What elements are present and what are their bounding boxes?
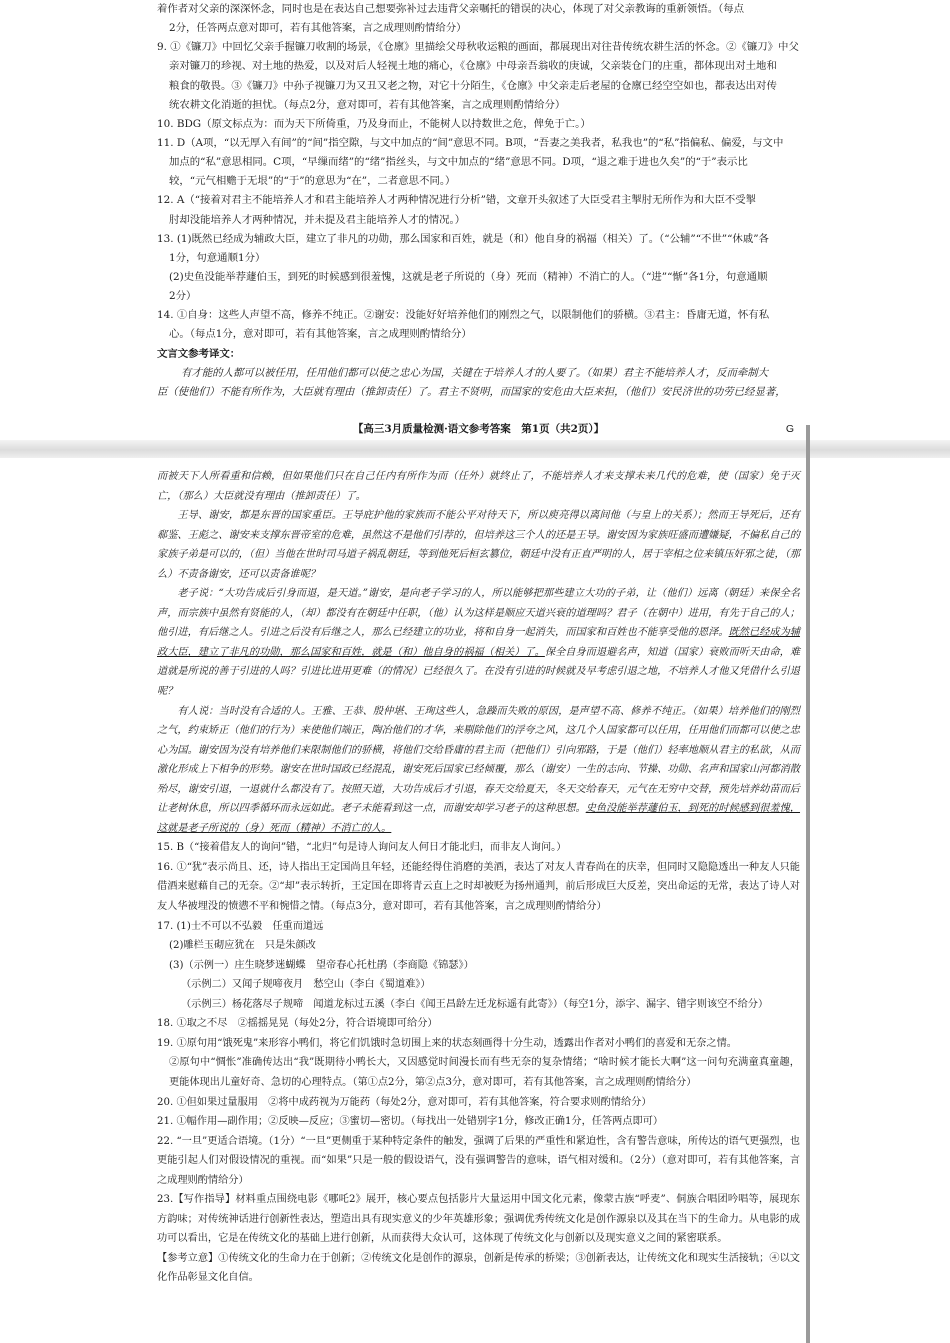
answer-12: 12. A（“接着对君主不能培养人才和君主能培养人才两种情况进行分析”错，文章开头叙述了大臣受君主掣肘无所作为和大臣不受掣 (157, 194, 757, 207)
answer-item: 18. ①取之不尽 ②摇摇晃晃（每处2分，符合语境即可给分） (157, 1018, 438, 1030)
translation-paragraph: 王导、谢安，都是东晋的国家重臣。王导庇护他的家族而不能公平对待天下，所以庾亮得以离间他（与皇上的关系）；然而王导死后，还有郗鉴、王彪之、谢安来支撑东晋帝室的危难，虽然这不是他们引荐的，但培养这三个人的还是王导。谢安因为家族旺盛而遭嫌疑，不偏私自己的家族子弟是可以的，（但）当他在世时司马道子祸乱朝廷，等到他死后桓玄篡位，朝廷中没有正直严明的人，居于宰相之位来镇压奸邪之徒，（那么）不责备谢安，还可以责备谁呢？ (157, 510, 800, 580)
text-line: 2分，任答两点意对即可，若有其他答案，言之成理则酌情给分） (169, 22, 467, 35)
text-line: 着作者对父亲的深深怀念，同时也是在表达自己想要弥补过去违背父亲嘱托的错误的决心，体现了对父亲教诲的重新领悟。（每点 (157, 3, 745, 15)
answer-item: 22. “一旦”更适合语境。（1分）“一旦”更侧重于某种特定条件的触发，强调了后果的严重性和紧迫性，含有警告意味，所传达的语气更强烈，也更能引起人们对假设情况的重视。而“如果”只是一般的假设语气，没有强调警告的意味，语气相对缓和。（2分）（意对即可，若有其他答案，言之成理则酌情给分） (157, 1135, 800, 1186)
text-line: 加点的“私”意思相同。C项，“早缫而绪”的“绪”指丝头，与文中加点的“绪”意思不同。D项，“退之难于进也久矣”的“于”表示比 (169, 156, 748, 169)
translation-text: 老子说：“大功告成后引身而退，是天道。”谢安，是向老子学习的人，所以能够把那些建立大功的子弟，让（他们）远离（朝廷）来保全名声，而宗族中虽然有贤能的人，（却）都没有在朝廷中任职，（他）认为这样是顺应天道兴衰的道理吗？君子（在朝中）进用，有先于自己的人；他引进，有后继之人。引进之后没有后继之人，那么已经建立的功业，将和自身一起消失，而国家和百姓也不能享受他的恩泽。 (157, 588, 800, 639)
answer-item: (3)（示例一）庄生晓梦迷蝴蝶 望帝春心托杜鹃（李商隐《锦瑟》） (169, 959, 474, 971)
translation-paragraph: 而被天下人所看重和信赖，但如果他们只在自己任内有所作为而（任外）就终止了，不能培养人才来支撑未来几代的危难，使（国家）免于灭亡，（那么）大臣就没有理由（推卸责任）了。 (157, 471, 800, 502)
answer-item: 19. ①原句用“饿死鬼”来形容小鸭们，将它们饥饿时急切围上来的状态刻画得十分生动，透露出作者对小鸭们的喜爱和无奈之情。 (157, 1037, 737, 1049)
answer-item: 16. ①“犹”表示尚且、还，诗人指出王定国尚且年轻，还能经得住消磨的美酒，表达了对友人青春尚在的庆幸，但同时又隐隐透出一种友人只能借酒来慰藉自己的无奈。②“却”表示转折，王定国在即将青云直上之时却被贬为扬州通判，前后形成巨大反差，突出命运的无常，表达了诗人对友人华被埋没的愤懑不平和惋惜之情。（每点3分，意对即可，若有其他答案，言之成理则酌情给分） (157, 861, 800, 913)
text-line: 较，“元气相赡于无垠”的“于”的意思为“在”，二者意思不同。） (169, 175, 456, 188)
translation-paragraph (157, 584, 800, 701)
answer-item: 20. ①但如果过量服用 ②将中成药视为万能药（每处2分，意对即可，若有其他答案，符合要求则酌情给分） (157, 1096, 652, 1108)
translation-heading: 文言文参考译文： (157, 347, 241, 360)
page-edge-shadow (806, 425, 810, 1343)
translation-line: 有才能的人都可以被任用，任用他们都可以使之忠心为国，关键在于培养人才的人要了。（如果）君主不能培养人才，反而牵制大 (181, 366, 769, 379)
answer-item: 21. ①幅作用—副作用；②反映—反应；③蜜切—密切。（每找出一处错别字1分，修改正确1分，任答两点即可） (157, 1116, 664, 1128)
page-1-content (157, 0, 800, 402)
answer-item: (2)雕栏玉砌应犹在 只是朱颜改 (169, 940, 316, 952)
answer-item: 【参考立意】①传统文化的生命力在于创新；②传统文化是创作的源泉，创新是传承的桥梁；③创新表达，让传统文化和现实生活接轨；④以文化作品彰显文化自信。 (157, 1252, 800, 1284)
answer-page-1 (135, 0, 810, 440)
text-line: 肘却没能培养人才两种情况，并未提及君主能培养人才的情况。） (169, 213, 466, 226)
translation-paragraph (157, 702, 800, 839)
page-footer (157, 419, 800, 439)
paper-code: G (785, 423, 794, 435)
text-line: (2)史鱼没能举荐蘧伯玉，到死的时候感到很羞愧，这就是老子所说的（身）死而（精神）不消亡的人。（“进”“惭”各1分，句意通顺 (169, 270, 768, 283)
answer-item: 23.【写作指导】材料重点围绕电影《哪吒2》展开，核心要点包括影片大量运用中国文化元素，像蒙古族“呼麦”、侗族合唱团吟唱等，展现东方韵味；对传统神话进行创新性表达，塑造出具有现实意义的少年英雄形象；强调优秀传统文化是创作源泉以及其在当下的生命力。从电影的成功可以看出，它是在传统文化的基础上进行创新，从而获得大众认可，这体现了传统文化与创新以及现实意义之间的紧密联系。 (157, 1194, 800, 1245)
answer-page-2 (135, 458, 810, 1343)
answer-13: 13. (1)既然已经成为辅政大臣，建立了非凡的功勋，那么国家和百姓，就是（和）他自身的祸福（相关）了。（“公辅”“不世”“休戚”各 (157, 232, 769, 245)
answer-14: 14. ①自身：这些人声望不高，修养不纯正。②谢安：没能好好培养他们的刚烈之气，以限制他们的骄横。③君主：昏庸无道，怀有私 (157, 309, 770, 322)
text-line: 1分，句意通顺1分） (169, 251, 266, 264)
translation-text: 有人说：当时没有合适的人。王雅、王恭、殷仲堪、王珣这些人，急躁而失败的原因，是声望不高、修养不纯正。（如果）培养他们的刚烈之气，约束矫正（他们的行为）来使他们端正，陶冶他们的才华，来剔除他们的浮夸之风，这几个人国家都可以任用，任用他们而都可以使之忠心为国。谢安因为没有培养他们来限制他们的骄横，将他们交给昏庸的君主而（把他们）引向邪路，于是（他们）轻率地顺从君主的私欲，从而激化形成上下相争的形势。谢安在世时国政已经混乱，谢安死后国家已经倾覆，那么（谢安）一生的志向、节操、功勋、名声和国家山河都消散殆尽，谢安引退，一退就什么都没有了。按照天道，大功告成后才引退，春天交给夏天，冬天交给春天，元气在无穷中交替，预先培养幼苗而后让老树休息，所以四季循环而永远如此。老子未能看到这一点，而谢安却学习老子的这种思想。 (157, 705, 800, 815)
answer-10: 10. BDG（原文标点为：而为天下所倚重，乃及身而止，不能树人以持数世之危，俾免于亡。） (157, 117, 591, 130)
answer-item: 17. (1)士不可以不弘毅 任重而道远 (157, 920, 324, 932)
footer-title: 【高三3月质量检测·语文参考答案 第1页（共2页）】 (352, 423, 605, 435)
answer-11: 11. D（A项，“以无厚入有间”的“间”指空隙，与文中加点的“间”意思不同。B项，“吾妻之美我者，私我也”的“私”指偏私、偏爱，与文中 (157, 136, 784, 149)
answer-item: ②原句中“惆怅”准确传达出“我”既期待小鸭长大，又因感觉时间漫长而有些无奈的复杂情绪；“啥时候才能长大啊”这一问句充满童真童趣，更能体现出儿童好奇、急切的心理特点。（第①点2分，第②点3分，意对即可，若有其他答案，言之成理则酌情给分） (169, 1057, 800, 1088)
page-2-content (157, 467, 800, 1288)
answer-9: 9. ①《镰刀》中回忆父亲手握镰刀收割的场景，《仓廪》里描绘父母秋收运粮的画面，都展现出对往昔传统农耕生活的怀念。②《镰刀》中父 (157, 41, 799, 54)
answer-item: 15. B（“接着借友人的询问”错，“北归”句是诗人询问友人何日才能北归，而非友人询问。） (157, 842, 567, 854)
underlined-sentence: 史鱼没能举荐蘧伯玉，到死的时候感到很羞愧，这就是老子所说的（身）死而（精神）不消亡的人。 (157, 803, 801, 834)
text-line: 2分） (169, 290, 197, 303)
answer-item: （示例二）又闻子规啼夜月 愁空山（李白《蜀道难》） (181, 979, 431, 991)
translation-line: 臣（使他们）不能有所作为，大臣就有理由（推卸责任）了。君主不贤明，而国家的安危由大臣来担，（他们）安民济世的功劳已经显著， (157, 385, 786, 398)
underlined-sentence: 既然已经成为辅政大臣，建立了非凡的功勋，那么国家和百姓，就是（和）他自身的祸福（相关）了。 (157, 627, 801, 658)
text-line: 心。（每点1分，意对即可，若有其他答案，言之成理则酌情给分） (169, 328, 472, 341)
text-line: 粮食的敬畏。③《镰刀》中孙子视镰刀为又丑又老之物，对它十分陌生，《仓廪》中父亲走后老屋的仓廪已经空空如也，都表达出对传 (169, 79, 777, 92)
answers-list (157, 838, 800, 1288)
answer-item: （示例三）杨花落尽子规啼 闻道龙标过五溪（李白《闻王昌龄左迁龙标遥有此寄》）（每空1分，添字、漏字、错字则该空不给分） (181, 998, 769, 1010)
text-line: 亲对镰刀的珍视、对土地的热爱，以及对后人轻视土地的痛心，《仓廪》中母亲吾翁收的庚诚，父亲装仓门的庄重，都体现出对土地和 (169, 60, 777, 73)
translation-text: 保全自身而退避名声，知道（国家）衰败而听天由命，难道就是所说的善于引进的人吗？引进比进用更难（的情况）已经很久了。在没有引进的时候就及早考虑引退之地，不培养人才他又凭借什么引退呢？ (157, 646, 801, 698)
text-line: 统农耕文化消逝的担忧。（每点2分，意对即可，若有其他答案，言之成理则酌情给分） (169, 98, 566, 111)
